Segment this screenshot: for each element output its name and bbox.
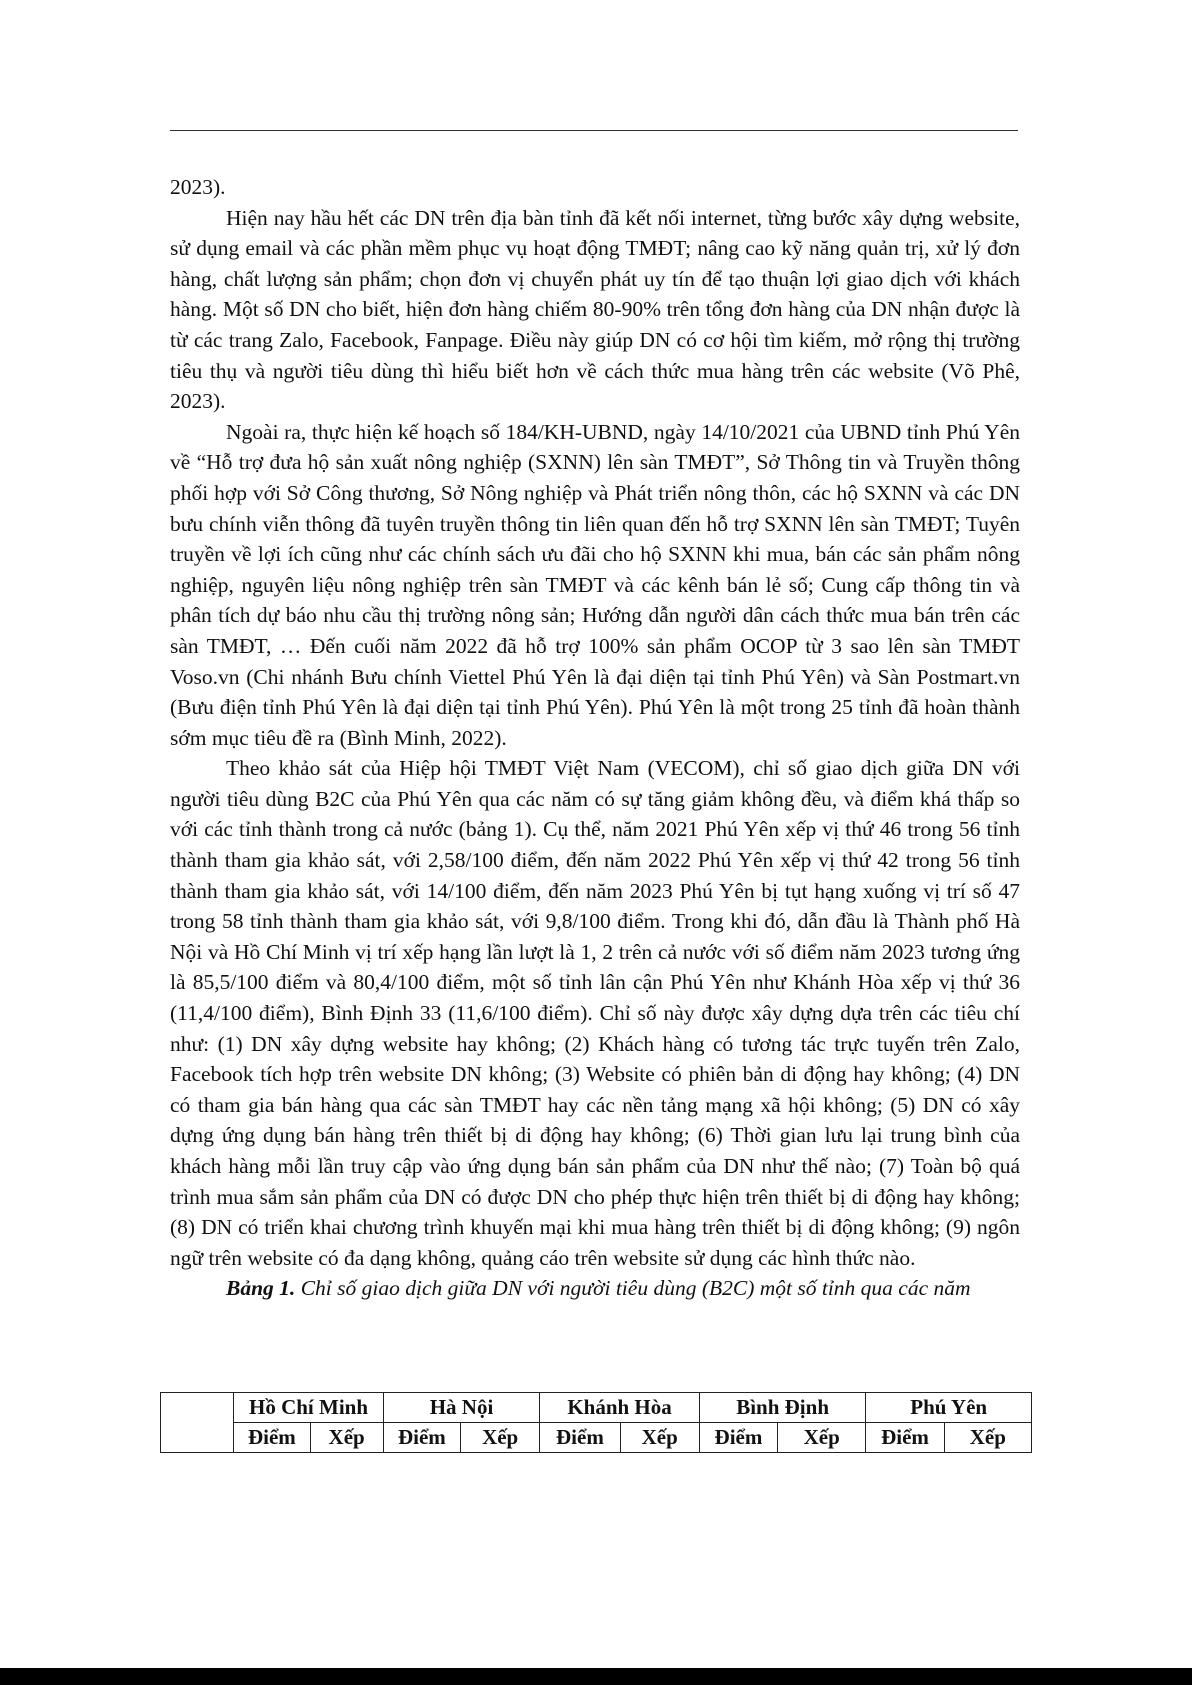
table-caption — [170, 1273, 1020, 1304]
header-province-khanh-hoa: Khánh Hòa — [540, 1393, 700, 1423]
b2c-index-table — [160, 1392, 1032, 1453]
subheader-score: Điểm — [383, 1423, 460, 1453]
table-caption-label: Bảng 1. — [226, 1276, 296, 1301]
subheader-rank: Xếp — [778, 1423, 866, 1453]
table-corner-cell — [161, 1393, 234, 1453]
table-caption-text: Chỉ số giao dịch giữa DN với người tiêu dùng (B2C) một số tỉnh qua các năm — [295, 1276, 971, 1301]
document-body — [170, 172, 1020, 1304]
page-bottom-bar — [0, 1668, 1192, 1685]
subheader-score: Điểm — [866, 1423, 944, 1453]
header-province-binh-dinh: Bình Định — [699, 1393, 866, 1423]
header-rule — [170, 130, 1018, 131]
header-province-ho-chi-minh: Hồ Chí Minh — [234, 1393, 384, 1423]
table-header-row-metrics — [161, 1423, 1032, 1453]
subheader-score: Điểm — [234, 1423, 310, 1453]
subheader-rank: Xếp — [620, 1423, 699, 1453]
subheader-rank: Xếp — [461, 1423, 540, 1453]
paragraph-agri-support-plan: Ngoài ra, thực hiện kế hoạch số 184/KH-UBND, ngày 14/10/2021 của UBND tỉnh Phú Yên về “Hỗ trợ đưa hộ sản xuất nông nghiệp (SXNN) lên sàn TMĐT”, Sở Thông tin và Truyền thông phối hợp với Sở Công thương, Sở Nông nghiệp và Phát triển nông thôn, các hộ SXNN và các DN bưu chính viễn thông đã tuyên truyền thông tin liên quan đến hỗ trợ SXNN lên sàn TMĐT; Tuyên truyền về lợi ích cũng như các chính sách ưu đãi cho hộ SXNN khi mua, bán các sản phẩm nông nghiệp, nguyên liệu nông nghiệp trên sàn TMĐT và các kênh bán lẻ số; Cung cấp thông tin và phân tích dự báo nhu cầu thị trường nông sản; Hướng dẫn người dân cách thức mua bán trên các sàn TMĐT, … Đến cuối năm 2022 đã hỗ trợ 100% sản phẩm OCOP từ 3 sao lên sàn TMĐT Voso.vn (Chi nhánh Bưu chính Viettel Phú Yên là đại diện tại tỉnh Phú Yên) và Sàn Postmart.vn (Bưu điện tỉnh Phú Yên là đại diện tại tỉnh Phú Yên). Phú Yên là một trong 25 tỉnh đã hoàn thành sớm mục tiêu đề ra (Bình Minh, 2022). — [170, 419, 1020, 750]
paragraph-vecom-survey: Theo khảo sát của Hiệp hội TMĐT Việt Nam (VECOM), chỉ số giao dịch giữa DN với người tiêu dùng B2C của Phú Yên qua các năm có sự tăng giảm không đều, và điểm khá thấp so với các tỉnh thành trong cả nước (bảng 1). Cụ thể, năm 2021 Phú Yên xếp vị thứ 46 trong 56 tỉnh thành tham gia khảo sát, với 2,58/100 điểm, đến năm 2022 Phú Yên xếp vị thứ 42 trong 56 tỉnh thành tham gia khảo sát, với 14/100 điểm, đến năm 2023 Phú Yên bị tụt hạng xuống vị trí số 47 trong 58 tỉnh thành tham gia khảo sát, với 9,8/100 điểm. Trong khi đó, dẫn đầu là Thành phố Hà Nội và Hồ Chí Minh vị trí xếp hạng lần lượt là 1, 2 trên cả nước với số điểm năm 2023 tương ứng là 85,5/100 điểm và 80,4/100 điểm, một số tỉnh lân cận Phú Yên như Khánh Hòa xếp vị thứ 36 (11,4/100 điểm), Bình Định 33 (11,6/100 điểm). Chỉ số này được xây dựng dựa trên các tiêu chí như: (1) DN xây dựng website hay không; (2) Khách hàng có tương tác trực tuyến trên Zalo, Facebook tích hợp trên website DN không; (3) Website có phiên bản di động hay không; (4) DN có tham gia bán hàng qua các sàn TMĐT hay các nền tảng mạng xã hội không; (5) DN có xây dựng ứng dụng bán hàng trên thiết bị di động hay không; (6) Thời gian lưu lại trung bình của khách hàng mỗi lần truy cập vào ứng dụng bán sản phẩm của DN như thế nào; (7) Toàn bộ quá trình mua sắm sản phẩm của DN có được DN cho phép thực hiện trên thiết bị di động hay không; (8) DN có triển khai chương trình khuyến mại khi mua hàng trên thiết bị di động không; (9) ngôn ngữ trên website có đa dạng không, quảng cáo trên website sử dụng các hình thức nào. — [170, 756, 1020, 1270]
table-header-row-provinces — [161, 1393, 1032, 1423]
header-province-phu-yen: Phú Yên — [866, 1393, 1032, 1423]
header-province-ha-noi: Hà Nội — [383, 1393, 540, 1423]
subheader-rank: Xếp — [310, 1423, 383, 1453]
subheader-rank: Xếp — [944, 1423, 1031, 1453]
subheader-score: Điểm — [540, 1423, 620, 1453]
paragraph-ecommerce-adoption: Hiện nay hầu hết các DN trên địa bàn tỉnh đã kết nối internet, từng bước xây dựng website, sử dụng email và các phần mềm phục vụ hoạt động TMĐT; nâng cao kỹ năng quản trị, xử lý đơn hàng, chất lượng sản phẩm; chọn đơn vị chuyển phát uy tín để tạo thuận lợi giao dịch với khách hàng. Một số DN cho biết, hiện đơn hàng chiếm 80-90% trên tổng đơn hàng của DN nhận được là từ các trang Zalo, Facebook, Fanpage. Điều này giúp DN có cơ hội tìm kiếm, mở rộng thị trường tiêu thụ và người tiêu dùng thì hiểu biết hơn về cách thức mua hàng trên các website (Võ Phê, 2023). — [170, 205, 1020, 414]
paragraph-continuation: 2023). — [170, 175, 226, 199]
subheader-score: Điểm — [699, 1423, 777, 1453]
